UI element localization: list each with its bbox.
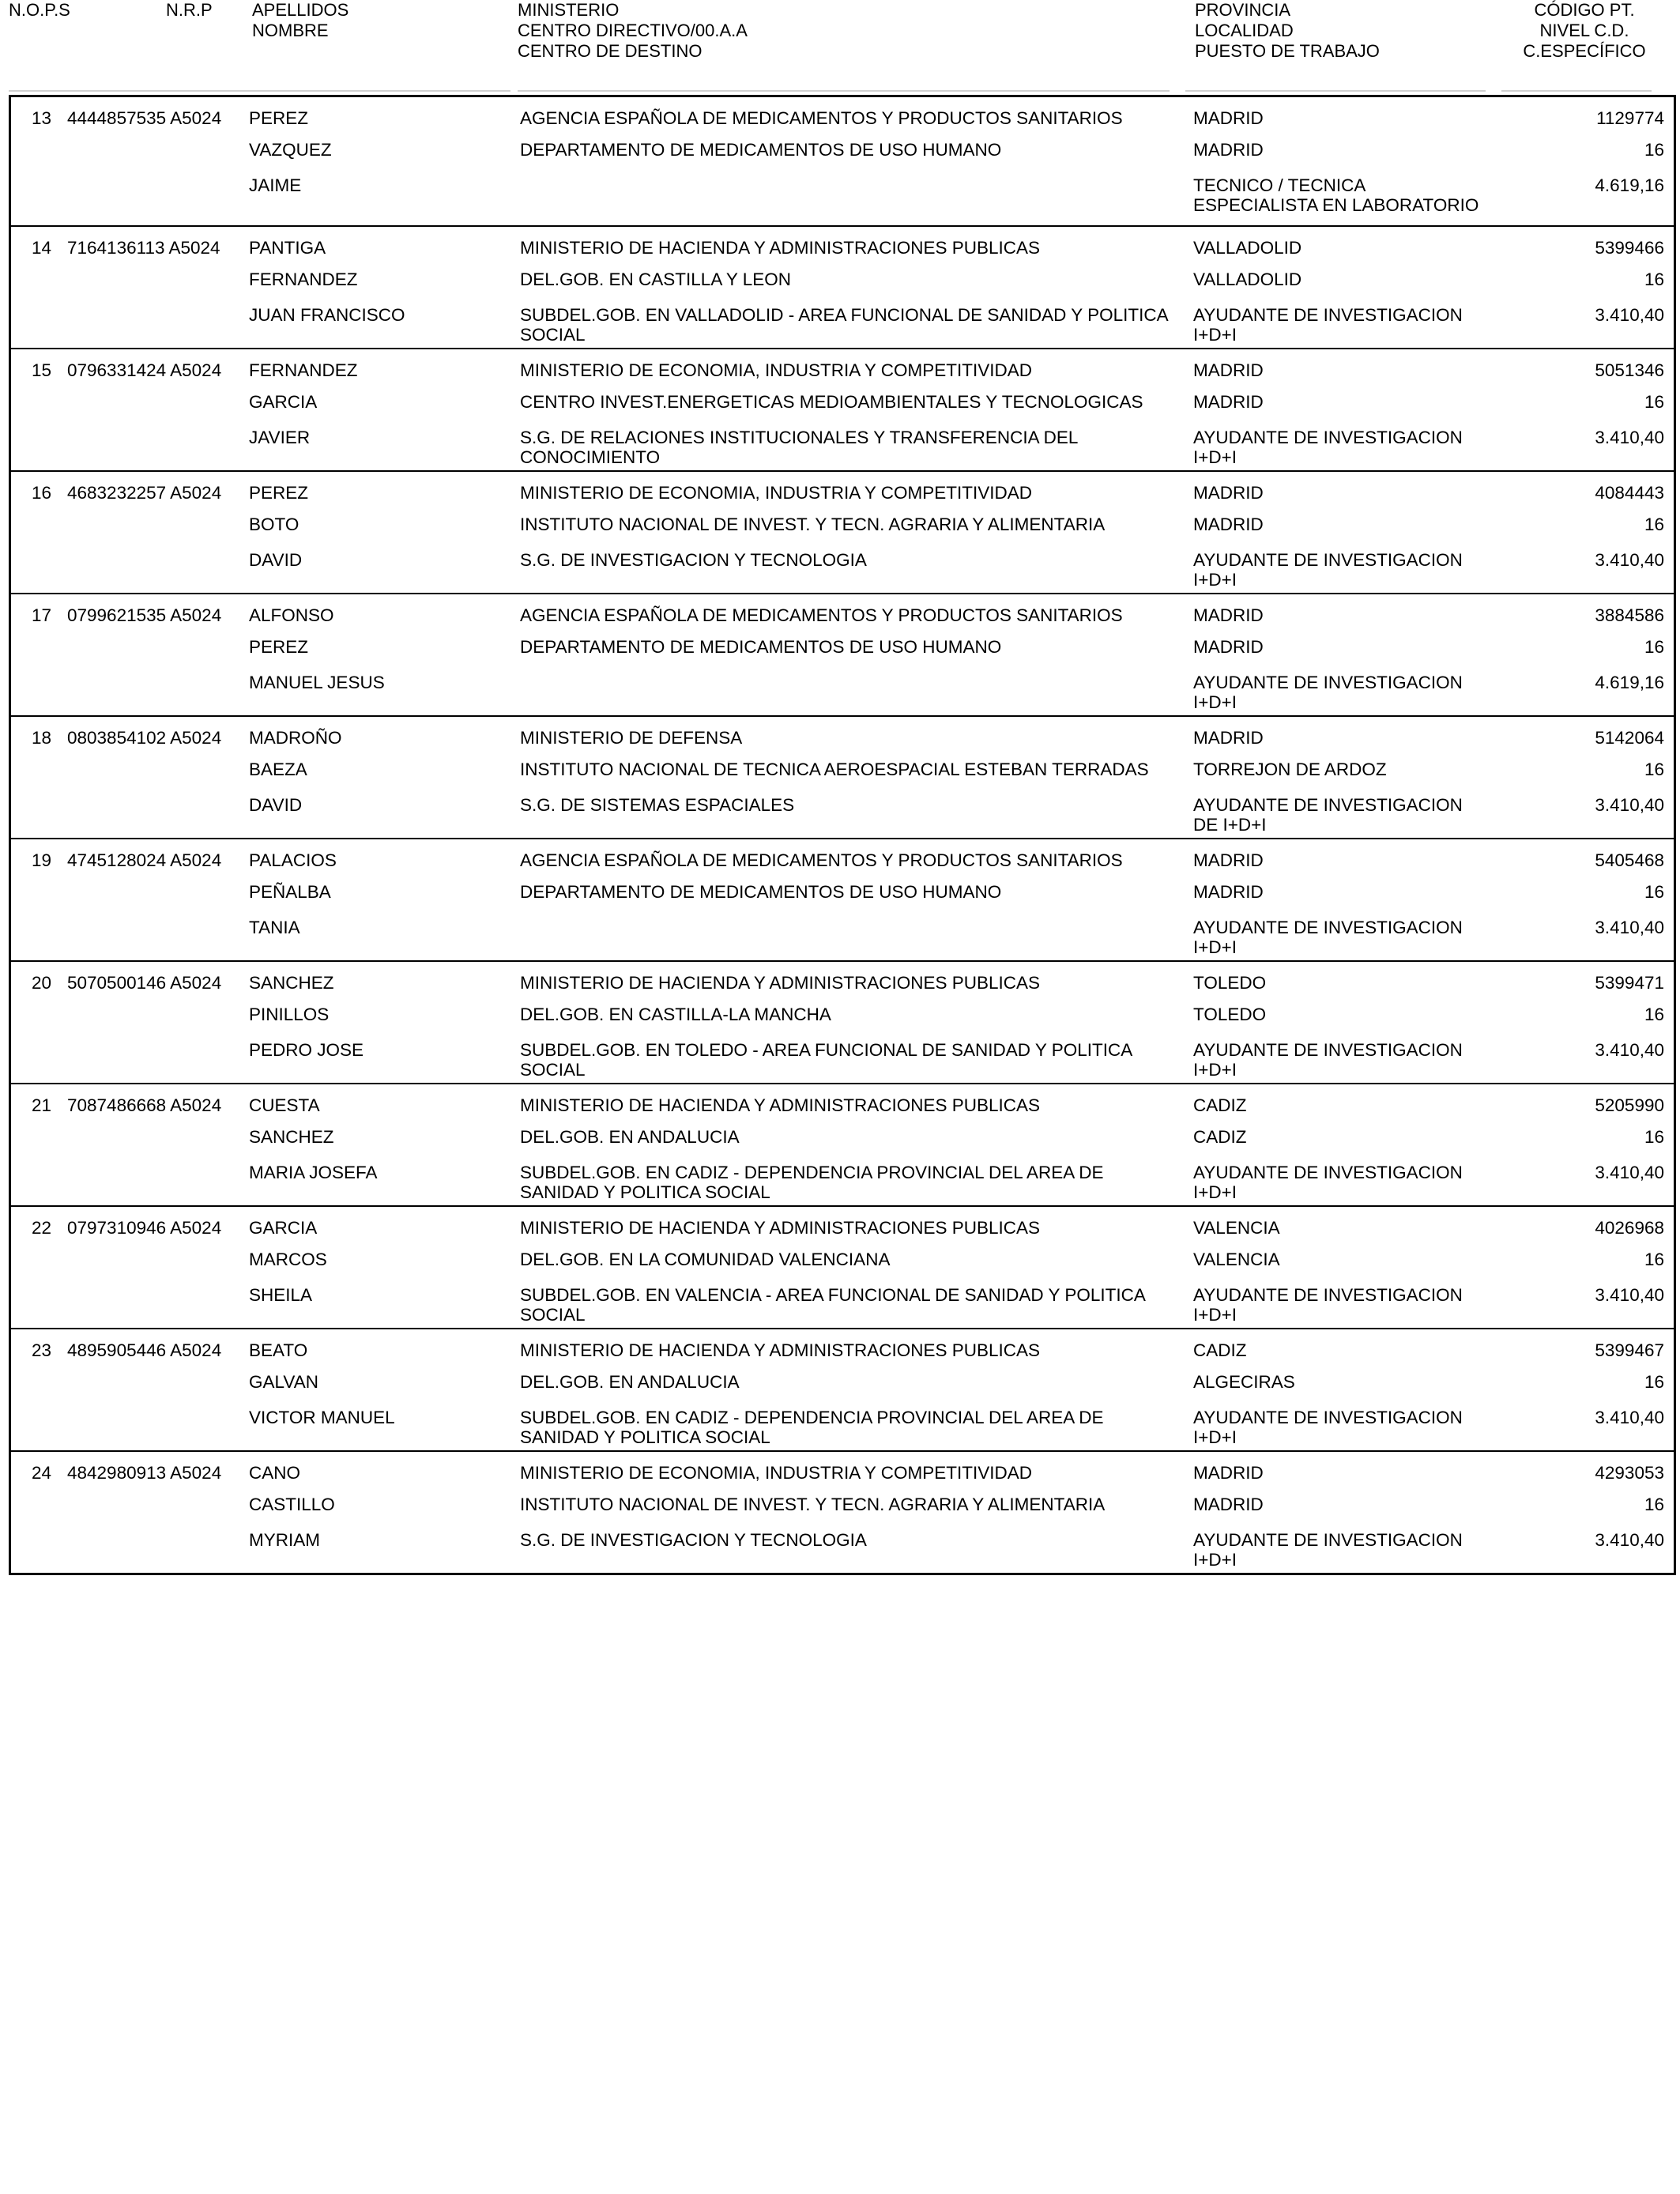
header-nops (9, 0, 70, 21)
record-puesto-2: I+D+I (1193, 1427, 1237, 1447)
record-codigo: 5051346 (1595, 360, 1664, 380)
record-nombre: DAVID (249, 550, 303, 570)
record-row (11, 470, 1674, 593)
record-apellido2: SANCHEZ (249, 1127, 334, 1147)
record-ministerio: MINISTERIO DE DEFENSA (520, 728, 743, 748)
record-provincia: VALENCIA (1193, 1218, 1280, 1238)
record-especifico: 3.410,40 (1595, 428, 1664, 447)
record-puesto-2: I+D+I (1193, 1182, 1237, 1202)
record-puesto-1: AYUDANTE DE INVESTIGACION (1193, 1040, 1463, 1060)
record-nivel: 16 (1644, 392, 1664, 412)
record-apellido1: CUESTA (249, 1095, 320, 1115)
record-puesto-1: AYUDANTE DE INVESTIGACION (1193, 673, 1463, 692)
record-nombre: JUAN FRANCISCO (249, 305, 405, 325)
record-provincia: VALLADOLID (1193, 238, 1302, 258)
record-localidad: MADRID (1193, 515, 1264, 534)
record-apellido1: ALFONSO (249, 605, 334, 625)
header-divider (9, 90, 510, 92)
record-apellido1: MADROÑO (249, 728, 342, 748)
record-codigo: 5142064 (1595, 728, 1664, 748)
record-apellido2: GALVAN (249, 1372, 318, 1392)
record-localidad: CADIZ (1193, 1127, 1247, 1147)
record-nops: 15 (32, 360, 52, 380)
record-nivel: 16 (1644, 760, 1664, 779)
record-puesto-2: I+D+I (1193, 1305, 1237, 1325)
record-centro-destino-1: SUBDEL.GOB. EN VALLADOLID - AREA FUNCIONAL DE SANIDAD Y POLITICA (520, 305, 1169, 325)
record-nombre: VICTOR MANUEL (249, 1408, 395, 1427)
record-puesto-1: AYUDANTE DE INVESTIGACION (1193, 1530, 1463, 1550)
record-row (11, 225, 1674, 348)
header-apellidos-line: APELLIDOS (252, 0, 349, 20)
header-codigo-line: CÓDIGO PT. (1534, 0, 1635, 20)
record-nivel: 16 (1644, 515, 1664, 534)
record-apellido2: BOTO (249, 515, 299, 534)
record-nrp: 5070500146 A5024 (67, 973, 222, 993)
record-localidad: VALLADOLID (1193, 270, 1302, 289)
record-nrp: 0797310946 A5024 (67, 1218, 222, 1238)
record-centro-destino-2: SOCIAL (520, 325, 586, 345)
record-provincia: MADRID (1193, 1463, 1264, 1483)
record-especifico: 3.410,40 (1595, 1040, 1664, 1060)
record-puesto-2: ESPECIALISTA EN LABORATORIO (1193, 195, 1479, 215)
record-localidad: TOLEDO (1193, 1005, 1267, 1024)
record-codigo: 5205990 (1595, 1095, 1664, 1115)
record-centro-destino-2: SOCIAL (520, 1305, 586, 1325)
record-apellido1: CANO (249, 1463, 301, 1483)
record-nops: 21 (32, 1095, 52, 1115)
record-nombre: MYRIAM (249, 1530, 320, 1550)
header-apellidos (252, 0, 348, 41)
record-apellido1: PEREZ (249, 483, 309, 503)
header-nrp (166, 0, 213, 21)
record-apellido2: VAZQUEZ (249, 140, 332, 160)
record-ministerio: MINISTERIO DE HACIENDA Y ADMINISTRACIONES PUBLICAS (520, 1218, 1041, 1238)
record-centro-destino-1: SUBDEL.GOB. EN CADIZ - DEPENDENCIA PROVINCIAL DEL AREA DE (520, 1408, 1104, 1427)
record-puesto-2: I+D+I (1193, 692, 1237, 712)
header-nombre-line: NOMBRE (252, 21, 329, 40)
record-nops: 13 (32, 108, 52, 128)
header-provincia (1195, 0, 1380, 62)
record-especifico: 3.410,40 (1595, 1530, 1664, 1550)
record-centro-directivo: INSTITUTO NACIONAL DE TECNICA AEROESPACIAL ESTEBAN TERRADAS (520, 760, 1149, 779)
record-provincia: TOLEDO (1193, 973, 1267, 993)
record-nrp: 0799621535 A5024 (67, 605, 222, 625)
record-centro-destino-1: SUBDEL.GOB. EN CADIZ - DEPENDENCIA PROVINCIAL DEL AREA DE (520, 1163, 1104, 1182)
record-centro-directivo: CENTRO INVEST.ENERGETICAS MEDIOAMBIENTALES Y TECNOLOGICAS (520, 392, 1143, 412)
header-ministerio-line: MINISTERIO (518, 0, 620, 20)
record-nrp: 4745128024 A5024 (67, 850, 222, 870)
record-especifico: 3.410,40 (1595, 1163, 1664, 1182)
record-provincia: MADRID (1193, 728, 1264, 748)
record-nivel: 16 (1644, 140, 1664, 160)
record-codigo: 5399466 (1595, 238, 1664, 258)
record-apellido1: PALACIOS (249, 850, 337, 870)
record-especifico: 4.619,16 (1595, 175, 1664, 195)
record-nops: 22 (32, 1218, 52, 1238)
record-centro-directivo: INSTITUTO NACIONAL DE INVEST. Y TECN. AGRARIA Y ALIMENTARIA (520, 515, 1106, 534)
header-centro-directivo-line: CENTRO DIRECTIVO/00.A.A (518, 21, 748, 40)
record-apellido2: BAEZA (249, 760, 307, 779)
record-codigo: 1129774 (1596, 108, 1664, 128)
record-apellido1: BEATO (249, 1340, 308, 1360)
record-apellido2: FERNANDEZ (249, 270, 358, 289)
record-codigo: 4026968 (1595, 1218, 1664, 1238)
record-nrp: 4444857535 A5024 (67, 108, 222, 128)
record-codigo: 5399471 (1595, 973, 1664, 993)
record-puesto-2: DE I+D+I (1193, 815, 1267, 835)
record-nivel: 16 (1644, 1372, 1664, 1392)
record-centro-directivo: DEL.GOB. EN CASTILLA Y LEON (520, 270, 792, 289)
header-divider (1501, 90, 1652, 92)
record-nops: 20 (32, 973, 52, 993)
record-codigo: 4084443 (1595, 483, 1664, 503)
record-apellido2: PEÑALBA (249, 882, 331, 902)
record-nivel: 16 (1644, 882, 1664, 902)
header-puesto-line: PUESTO DE TRABAJO (1195, 41, 1380, 61)
record-ministerio: MINISTERIO DE HACIENDA Y ADMINISTRACIONES PUBLICAS (520, 973, 1041, 993)
record-puesto-2: I+D+I (1193, 570, 1237, 590)
record-row (11, 1450, 1674, 1573)
record-nrp: 0803854102 A5024 (67, 728, 222, 748)
record-ministerio: MINISTERIO DE HACIENDA Y ADMINISTRACIONES PUBLICAS (520, 1095, 1041, 1115)
record-puesto-1: TECNICO / TECNICA (1193, 175, 1366, 195)
record-nops: 24 (32, 1463, 52, 1483)
record-apellido1: SANCHEZ (249, 973, 334, 993)
record-nombre: TANIA (249, 918, 300, 937)
record-puesto-1: AYUDANTE DE INVESTIGACION (1193, 795, 1463, 815)
record-nops: 17 (32, 605, 52, 625)
record-especifico: 3.410,40 (1595, 918, 1664, 937)
record-centro-directivo: DEL.GOB. EN CASTILLA-LA MANCHA (520, 1005, 831, 1024)
record-centro-destino-1: SUBDEL.GOB. EN TOLEDO - AREA FUNCIONAL DE SANIDAD Y POLITICA (520, 1040, 1133, 1060)
record-nombre: MARIA JOSEFA (249, 1163, 378, 1182)
record-row (11, 97, 1674, 225)
record-nivel: 16 (1644, 1005, 1664, 1024)
record-centro-directivo: DEPARTAMENTO DE MEDICAMENTOS DE USO HUMANO (520, 882, 1002, 902)
record-centro-directivo: DEL.GOB. EN ANDALUCIA (520, 1127, 740, 1147)
record-row (11, 960, 1674, 1083)
record-centro-destino-2: SOCIAL (520, 1060, 586, 1080)
record-nombre: MANUEL JESUS (249, 673, 385, 692)
records-table (9, 95, 1676, 1575)
record-nombre: PEDRO JOSE (249, 1040, 364, 1060)
record-ministerio: AGENCIA ESPAÑOLA DE MEDICAMENTOS Y PRODUCTOS SANITARIOS (520, 108, 1123, 128)
record-especifico: 3.410,40 (1595, 795, 1664, 815)
record-puesto-2: I+D+I (1193, 447, 1237, 467)
record-centro-directivo: INSTITUTO NACIONAL DE INVEST. Y TECN. AGRARIA Y ALIMENTARIA (520, 1495, 1106, 1514)
record-nivel: 16 (1644, 637, 1664, 657)
record-nivel: 16 (1644, 1495, 1664, 1514)
record-localidad: MADRID (1193, 637, 1264, 657)
record-apellido1: GARCIA (249, 1218, 318, 1238)
record-puesto-1: AYUDANTE DE INVESTIGACION (1193, 918, 1463, 937)
record-puesto-1: AYUDANTE DE INVESTIGACION (1193, 1408, 1463, 1427)
record-nops: 23 (32, 1340, 52, 1360)
record-provincia: MADRID (1193, 108, 1264, 128)
record-nombre: JAVIER (249, 428, 311, 447)
record-puesto-2: I+D+I (1193, 1550, 1237, 1570)
header-ministerio (518, 0, 748, 62)
record-row (11, 348, 1674, 470)
record-especifico: 3.410,40 (1595, 305, 1664, 325)
record-nrp: 4895905446 A5024 (67, 1340, 222, 1360)
record-ministerio: MINISTERIO DE HACIENDA Y ADMINISTRACIONES PUBLICAS (520, 238, 1041, 258)
record-codigo: 3884586 (1595, 605, 1664, 625)
header-centro-destino-line: CENTRO DE DESTINO (518, 41, 703, 61)
header-nivel-line: NIVEL C.D. (1539, 21, 1629, 40)
record-provincia: CADIZ (1193, 1095, 1247, 1115)
header-provincia-line: PROVINCIA (1195, 0, 1291, 20)
record-especifico: 4.619,16 (1595, 673, 1664, 692)
record-ministerio: AGENCIA ESPAÑOLA DE MEDICAMENTOS Y PRODUCTOS SANITARIOS (520, 850, 1123, 870)
record-row (11, 838, 1674, 960)
record-provincia: MADRID (1193, 483, 1264, 503)
record-codigo: 4293053 (1595, 1463, 1664, 1483)
record-ministerio: AGENCIA ESPAÑOLA DE MEDICAMENTOS Y PRODUCTOS SANITARIOS (520, 605, 1123, 625)
record-localidad: TORREJON DE ARDOZ (1193, 760, 1387, 779)
record-row (11, 1083, 1674, 1205)
record-apellido2: PEREZ (249, 637, 309, 657)
record-centro-destino-2: SANIDAD Y POLITICA SOCIAL (520, 1427, 770, 1447)
record-nops: 19 (32, 850, 52, 870)
record-localidad: MADRID (1193, 882, 1264, 902)
record-puesto-1: AYUDANTE DE INVESTIGACION (1193, 305, 1463, 325)
record-nivel: 16 (1644, 1250, 1664, 1269)
header-divider (518, 90, 1170, 92)
record-centro-directivo: DEL.GOB. EN LA COMUNIDAD VALENCIANA (520, 1250, 891, 1269)
record-puesto-2: I+D+I (1193, 937, 1237, 957)
header-especifico-line: C.ESPECÍFICO (1523, 41, 1646, 61)
record-centro-directivo: DEL.GOB. EN ANDALUCIA (520, 1372, 740, 1392)
record-ministerio: MINISTERIO DE HACIENDA Y ADMINISTRACIONES PUBLICAS (520, 1340, 1041, 1360)
record-centro-directivo: DEPARTAMENTO DE MEDICAMENTOS DE USO HUMANO (520, 637, 1002, 657)
record-centro-destino-1: SUBDEL.GOB. EN VALENCIA - AREA FUNCIONAL DE SANIDAD Y POLITICA (520, 1285, 1146, 1305)
record-puesto-1: AYUDANTE DE INVESTIGACION (1193, 550, 1463, 570)
record-puesto-2: I+D+I (1193, 325, 1237, 345)
record-centro-directivo: DEPARTAMENTO DE MEDICAMENTOS DE USO HUMANO (520, 140, 1002, 160)
record-nivel: 16 (1644, 270, 1664, 289)
record-nombre: DAVID (249, 795, 303, 815)
record-puesto-1: AYUDANTE DE INVESTIGACION (1193, 1285, 1463, 1305)
record-especifico: 3.410,40 (1595, 1408, 1664, 1427)
record-provincia: MADRID (1193, 360, 1264, 380)
record-provincia: CADIZ (1193, 1340, 1247, 1360)
record-centro-destino-2: CONOCIMIENTO (520, 447, 661, 467)
record-puesto-2: I+D+I (1193, 1060, 1237, 1080)
record-localidad: MADRID (1193, 1495, 1264, 1514)
header-nops-label: N.O.P.S (9, 0, 70, 20)
record-apellido1: PANTIGA (249, 238, 326, 258)
record-nrp: 0796331424 A5024 (67, 360, 222, 380)
record-codigo: 5405468 (1595, 850, 1664, 870)
record-puesto-1: AYUDANTE DE INVESTIGACION (1193, 428, 1463, 447)
record-provincia: MADRID (1193, 850, 1264, 870)
record-nrp: 7164136113 A5024 (67, 238, 220, 258)
record-nrp: 4842980913 A5024 (67, 1463, 222, 1483)
record-codigo: 5399467 (1595, 1340, 1664, 1360)
record-centro-destino-1: S.G. DE SISTEMAS ESPACIALES (520, 795, 795, 815)
record-centro-destino-2: SANIDAD Y POLITICA SOCIAL (520, 1182, 770, 1202)
record-nrp: 7087486668 A5024 (67, 1095, 222, 1115)
record-provincia: MADRID (1193, 605, 1264, 625)
record-nivel: 16 (1644, 1127, 1664, 1147)
record-apellido1: FERNANDEZ (249, 360, 358, 380)
record-localidad: MADRID (1193, 392, 1264, 412)
record-apellido1: PEREZ (249, 108, 309, 128)
record-nrp: 4683232257 A5024 (67, 483, 222, 503)
record-row (11, 1205, 1674, 1328)
record-especifico: 3.410,40 (1595, 550, 1664, 570)
record-ministerio: MINISTERIO DE ECONOMIA, INDUSTRIA Y COMPETITIVIDAD (520, 1463, 1032, 1483)
record-centro-destino-1: S.G. DE INVESTIGACION Y TECNOLOGIA (520, 1530, 867, 1550)
record-ministerio: MINISTERIO DE ECONOMIA, INDUSTRIA Y COMPETITIVIDAD (520, 483, 1032, 503)
header-codigo (1517, 0, 1652, 62)
record-apellido2: MARCOS (249, 1250, 327, 1269)
header-divider (1185, 90, 1486, 92)
record-centro-destino-1: S.G. DE RELACIONES INSTITUCIONALES Y TRANSFERENCIA DEL (520, 428, 1079, 447)
record-ministerio: MINISTERIO DE ECONOMIA, INDUSTRIA Y COMPETITIVIDAD (520, 360, 1032, 380)
record-apellido2: PINILLOS (249, 1005, 330, 1024)
record-nops: 14 (32, 238, 52, 258)
record-centro-destino-1: S.G. DE INVESTIGACION Y TECNOLOGIA (520, 550, 867, 570)
record-localidad: MADRID (1193, 140, 1264, 160)
record-nombre: SHEILA (249, 1285, 313, 1305)
header-nrp-label: N.R.P (166, 0, 213, 20)
record-row (11, 1328, 1674, 1450)
record-nombre: JAIME (249, 175, 302, 195)
record-apellido2: GARCIA (249, 392, 318, 412)
record-nops: 18 (32, 728, 52, 748)
record-nops: 16 (32, 483, 52, 503)
record-especifico: 3.410,40 (1595, 1285, 1664, 1305)
record-apellido2: CASTILLO (249, 1495, 335, 1514)
record-puesto-1: AYUDANTE DE INVESTIGACION (1193, 1163, 1463, 1182)
record-localidad: ALGECIRAS (1193, 1372, 1295, 1392)
header-localidad-line: LOCALIDAD (1195, 21, 1294, 40)
record-row (11, 715, 1674, 838)
record-localidad: VALENCIA (1193, 1250, 1280, 1269)
record-row (11, 593, 1674, 715)
